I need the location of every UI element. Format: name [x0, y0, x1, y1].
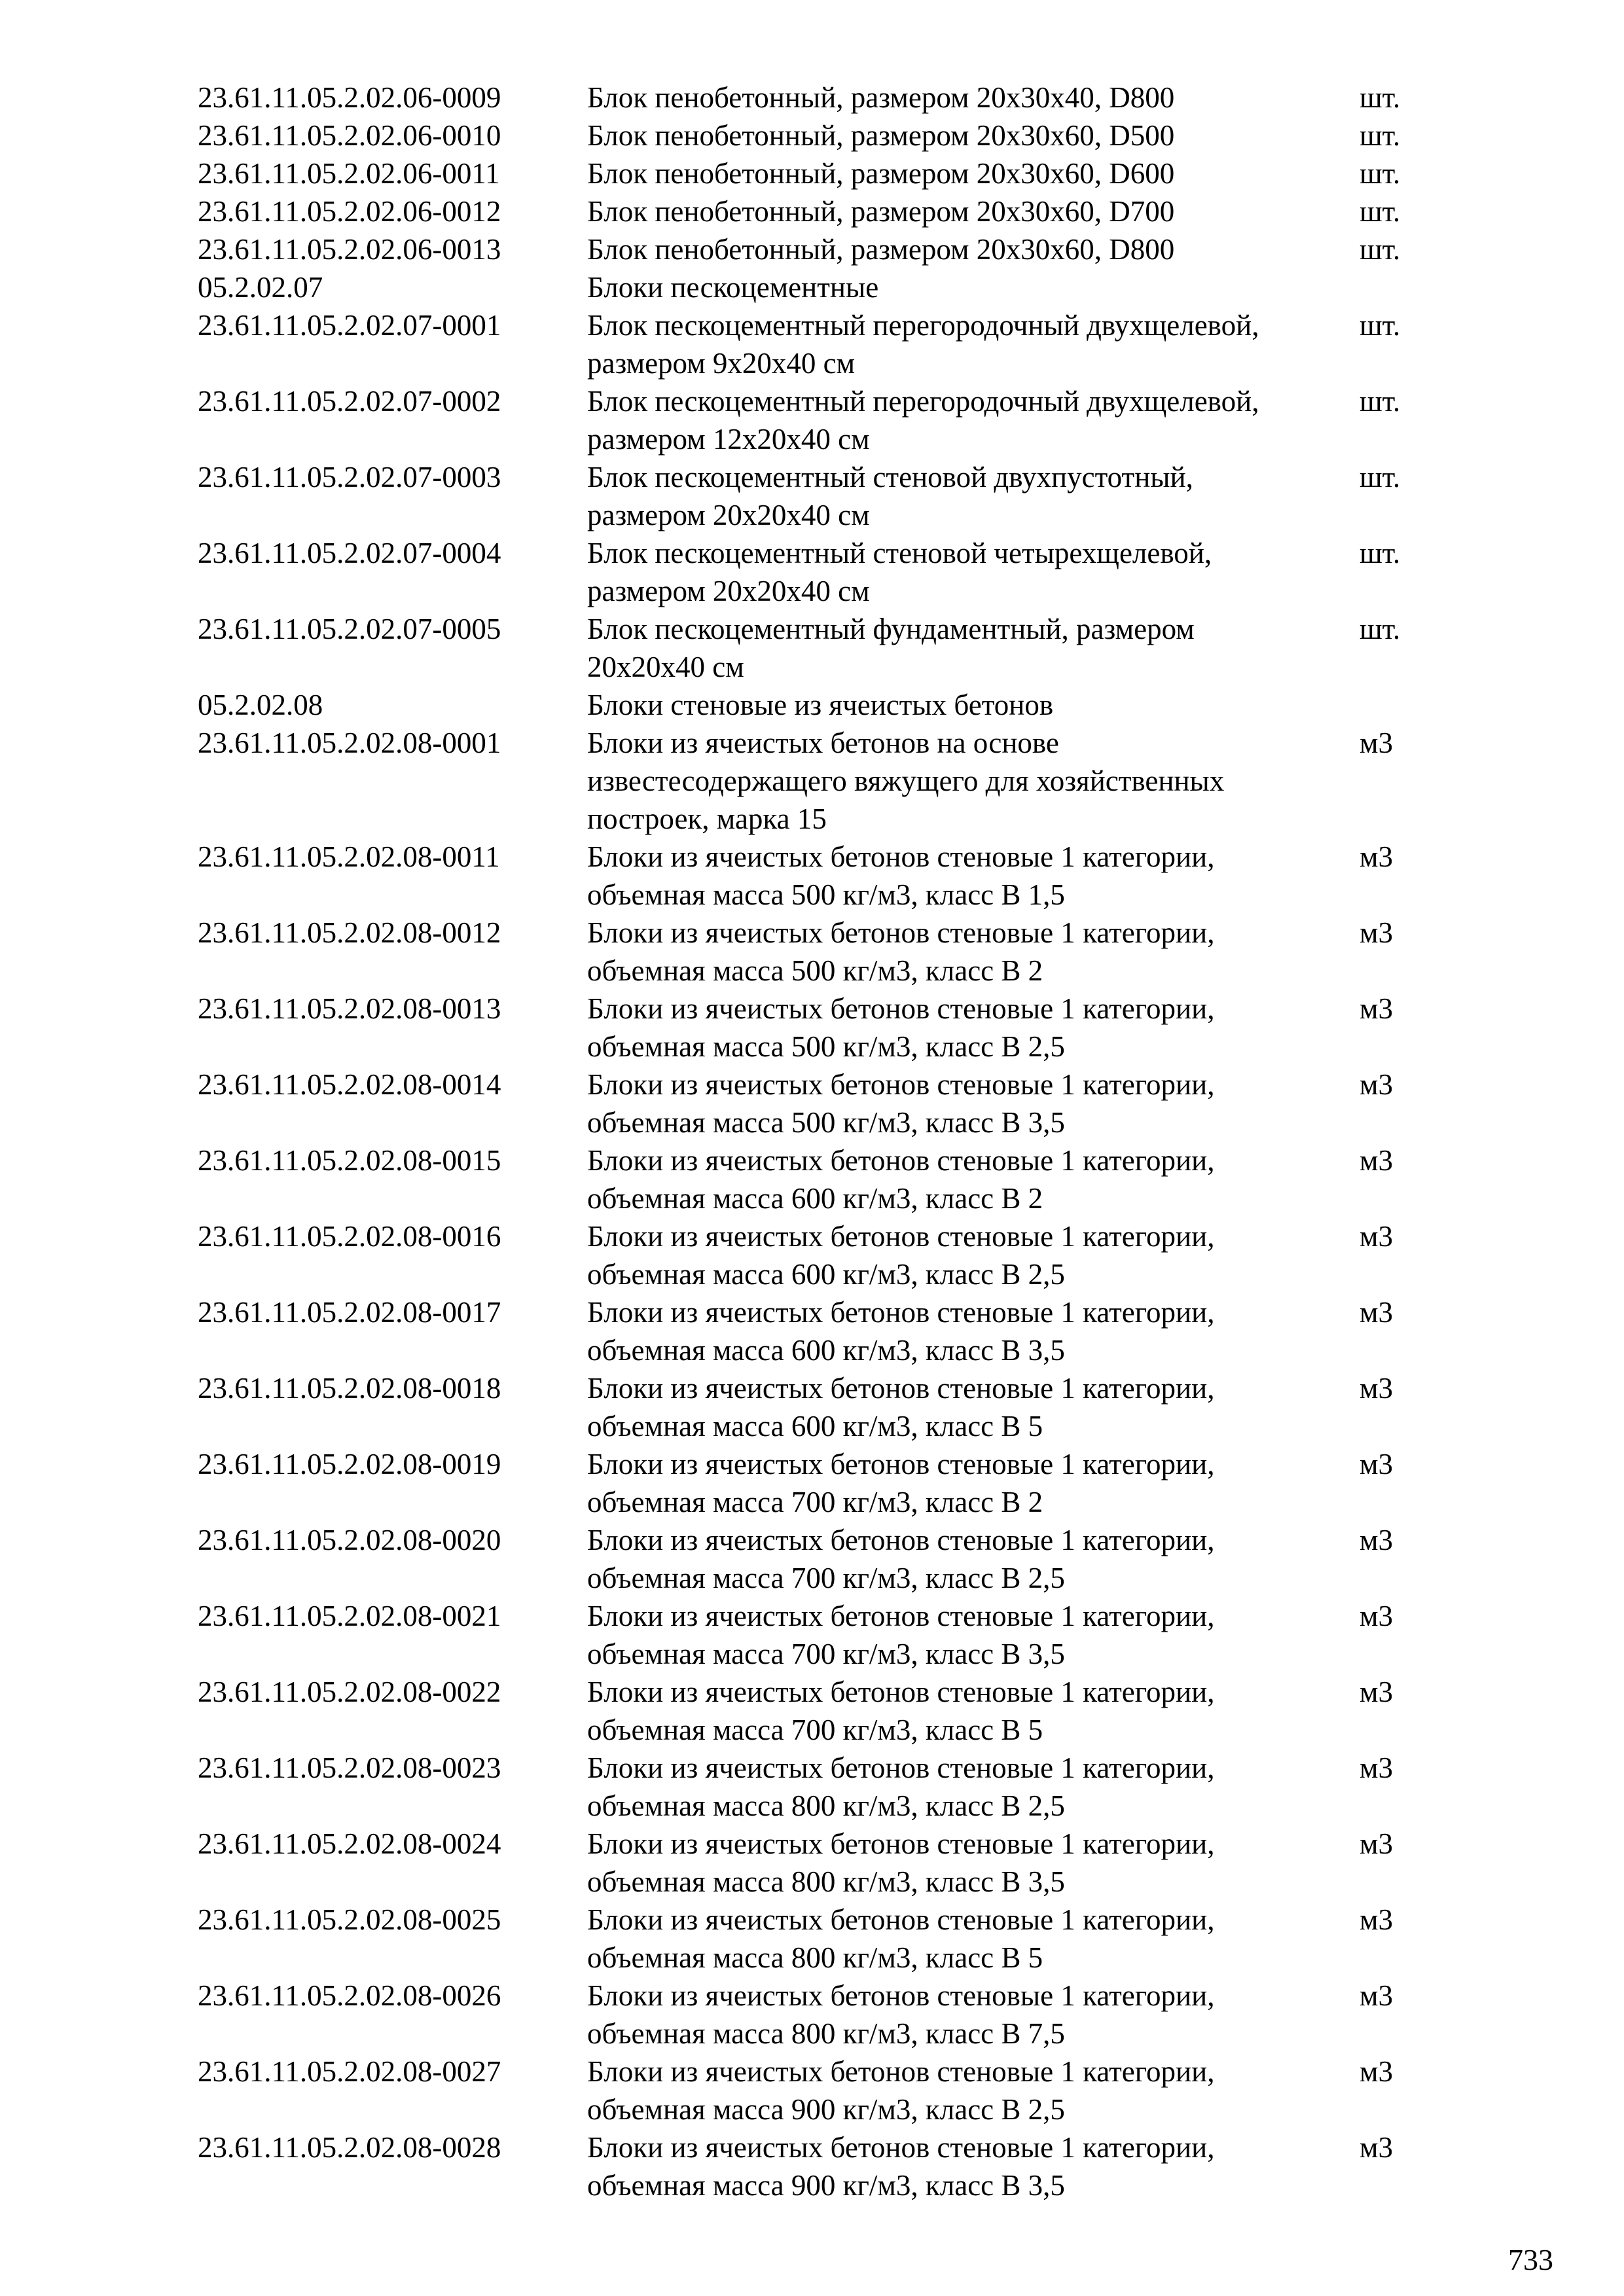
resource-name-line: объемная масса 700 кг/м3, класс В 5	[587, 1713, 1043, 1746]
table-row	[198, 610, 1481, 686]
resource-name-line: объемная масса 800 кг/м3, класс В 2,5	[587, 1789, 1065, 1822]
resource-name	[587, 914, 1360, 990]
resource-name	[587, 1825, 1360, 1901]
resource-table-body	[198, 79, 1481, 2204]
resource-name-line: Блоки из ячеистых бетонов на основе	[587, 726, 1059, 759]
resource-name	[587, 990, 1360, 1066]
resource-name	[587, 1293, 1360, 1369]
table-row	[198, 306, 1481, 382]
resource-name	[587, 1066, 1360, 1141]
resource-table	[198, 79, 1481, 2204]
resource-unit: шт.	[1360, 385, 1401, 418]
resource-name-line: Блоки из ячеистых бетонов стеновые 1 категории,	[587, 1979, 1215, 2012]
resource-unit: м3	[1360, 1676, 1393, 1708]
resource-name	[587, 838, 1360, 914]
resource-name	[587, 1141, 1360, 1217]
resource-unit: м3	[1360, 916, 1393, 949]
table-row	[198, 192, 1481, 230]
table-row	[198, 1445, 1481, 1521]
resource-name-line: Блок пенобетонный, размером 20х30х60, D600	[587, 157, 1175, 190]
resource-code: 05.2.02.08	[198, 689, 323, 721]
resource-unit: м3	[1360, 1827, 1393, 1860]
resource-name	[587, 1521, 1360, 1597]
resource-unit: м3	[1360, 2131, 1393, 2164]
resource-name-line: Блоки из ячеистых бетонов стеновые 1 категории,	[587, 2131, 1215, 2164]
resource-code: 23.61.11.05.2.02.08-0017	[198, 1296, 501, 1329]
resource-unit: м3	[1360, 1144, 1393, 1177]
resource-unit: м3	[1360, 1524, 1393, 1556]
resource-code: 23.61.11.05.2.02.08-0018	[198, 1372, 501, 1405]
resource-name-line: объемная масса 700 кг/м3, класс В 3,5	[587, 1638, 1065, 1670]
resource-name-line: Блоки из ячеистых бетонов стеновые 1 категории,	[587, 1448, 1215, 1480]
resource-code: 23.61.11.05.2.02.08-0015	[198, 1144, 501, 1177]
resource-code: 23.61.11.05.2.02.06-0011	[198, 157, 500, 190]
table-row	[198, 230, 1481, 268]
resource-code: 23.61.11.05.2.02.08-0013	[198, 992, 501, 1025]
resource-name	[587, 79, 1360, 117]
resource-name	[587, 610, 1360, 686]
resource-name-line: Блоки из ячеистых бетонов стеновые 1 категории,	[587, 916, 1215, 949]
resource-name	[587, 686, 1360, 724]
resource-name	[587, 1901, 1360, 1977]
resource-name-line: Блоки из ячеистых бетонов стеновые 1 категории,	[587, 1903, 1215, 1936]
resource-name-line: объемная масса 500 кг/м3, класс В 3,5	[587, 1106, 1065, 1139]
resource-code: 23.61.11.05.2.02.08-0019	[198, 1448, 501, 1480]
table-row	[198, 724, 1481, 838]
resource-name	[587, 1217, 1360, 1293]
resource-code: 23.61.11.05.2.02.08-0023	[198, 1751, 501, 1784]
resource-code: 23.61.11.05.2.02.08-0025	[198, 1903, 501, 1936]
page-number: 733	[1508, 2243, 1553, 2276]
resource-name	[587, 2053, 1360, 2128]
resource-unit	[1360, 268, 1481, 306]
resource-name-line: Блок пенобетонный, размером 20х30х60, D800	[587, 233, 1175, 266]
resource-code: 23.61.11.05.2.02.06-0012	[198, 195, 501, 228]
resource-name-line: размером 12х20х40 см	[587, 423, 870, 456]
resource-unit: м3	[1360, 1903, 1393, 1936]
resource-name	[587, 534, 1360, 610]
resource-name-line: объемная масса 500 кг/м3, класс В 2	[587, 954, 1043, 987]
resource-unit: шт.	[1360, 119, 1401, 152]
resource-name-line: Блок пенобетонный, размером 20х30х60, D500	[587, 119, 1175, 152]
table-row	[198, 1217, 1481, 1293]
resource-name	[587, 1749, 1360, 1825]
resource-unit: шт.	[1360, 195, 1401, 228]
resource-code: 23.61.11.05.2.02.08-0026	[198, 1979, 501, 2012]
resource-name	[587, 458, 1360, 534]
resource-name-line: Блок пескоцементный перегородочный двухщелевой,	[587, 309, 1259, 342]
resource-name	[587, 1369, 1360, 1445]
resource-name-line: объемная масса 800 кг/м3, класс В 5	[587, 1941, 1043, 1974]
table-row	[198, 1369, 1481, 1445]
table-row	[198, 838, 1481, 914]
section-row	[198, 268, 1481, 306]
resource-name-line: Блоки из ячеистых бетонов стеновые 1 категории,	[587, 840, 1215, 873]
resource-name-line: Блоки из ячеистых бетонов стеновые 1 категории,	[587, 1600, 1215, 1632]
resource-name-line: Блоки из ячеистых бетонов стеновые 1 категории,	[587, 1676, 1215, 1708]
resource-name-line: Блок пенобетонный, размером 20х30х60, D700	[587, 195, 1175, 228]
resource-name-line: Блоки из ячеистых бетонов стеновые 1 категории,	[587, 1068, 1215, 1101]
resource-name-line: Блоки из ячеистых бетонов стеновые 1 категории,	[587, 1296, 1215, 1329]
resource-name-line: размером 9х20х40 см	[587, 347, 856, 380]
resource-code: 23.61.11.05.2.02.07-0003	[198, 461, 501, 493]
resource-code: 23.61.11.05.2.02.08-0011	[198, 840, 500, 873]
resource-name-line: Блоки из ячеистых бетонов стеновые 1 категории,	[587, 992, 1215, 1025]
resource-name-line: Блоки из ячеистых бетонов стеновые 1 категории,	[587, 1220, 1215, 1253]
resource-name-line: объемная масса 900 кг/м3, класс В 3,5	[587, 2169, 1065, 2202]
table-row	[198, 117, 1481, 154]
resource-name-line: размером 20х20х40 см	[587, 575, 870, 607]
resource-name-line: Блоки стеновые из ячеистых бетонов	[587, 689, 1054, 721]
resource-name-line: объемная масса 600 кг/м3, класс В 5	[587, 1410, 1043, 1443]
resource-name-line: Блок пескоцементный стеновой четырехщелевой,	[587, 537, 1212, 569]
resource-code: 05.2.02.07	[198, 271, 323, 304]
resource-code: 23.61.11.05.2.02.08-0012	[198, 916, 501, 949]
resource-name-line: Блоки из ячеистых бетонов стеновые 1 категории,	[587, 2055, 1215, 2088]
resource-code: 23.61.11.05.2.02.07-0004	[198, 537, 501, 569]
resource-code: 23.61.11.05.2.02.08-0028	[198, 2131, 501, 2164]
resource-name-line: Блок пескоцементный фундаментный, размером	[587, 613, 1195, 645]
resource-code: 23.61.11.05.2.02.07-0005	[198, 613, 501, 645]
resource-name	[587, 306, 1360, 382]
resource-unit: м3	[1360, 1448, 1393, 1480]
resource-code: 23.61.11.05.2.02.08-0020	[198, 1524, 501, 1556]
resource-name-line: объемная масса 800 кг/м3, класс В 3,5	[587, 1865, 1065, 1898]
resource-unit: шт.	[1360, 233, 1401, 266]
table-row	[198, 1977, 1481, 2053]
resource-code: 23.61.11.05.2.02.08-0001	[198, 726, 501, 759]
resource-unit: м3	[1360, 1068, 1393, 1101]
table-row	[198, 1749, 1481, 1825]
resource-code: 23.61.11.05.2.02.08-0014	[198, 1068, 501, 1101]
resource-code: 23.61.11.05.2.02.08-0027	[198, 2055, 501, 2088]
resource-name-line: объемная масса 500 кг/м3, класс В 1,5	[587, 878, 1065, 911]
table-row	[198, 1521, 1481, 1597]
table-row	[198, 1825, 1481, 1901]
resource-unit: шт.	[1360, 309, 1401, 342]
resource-name-line: объемная масса 600 кг/м3, класс В 2	[587, 1182, 1043, 1215]
resource-name-line: объемная масса 600 кг/м3, класс В 2,5	[587, 1258, 1065, 1291]
table-row	[198, 1141, 1481, 1217]
resource-unit: м3	[1360, 1296, 1393, 1329]
table-row	[198, 382, 1481, 458]
table-row	[198, 79, 1481, 117]
table-row	[198, 1597, 1481, 1673]
resource-name-line: Блок пескоцементный перегородочный двухщелевой,	[587, 385, 1259, 418]
resource-unit: шт.	[1360, 613, 1401, 645]
resource-unit: м3	[1360, 1220, 1393, 1253]
resource-name	[587, 192, 1360, 230]
table-row	[198, 990, 1481, 1066]
resource-name-line: Блоки из ячеистых бетонов стеновые 1 категории,	[587, 1524, 1215, 1556]
resource-name-line: объемная масса 700 кг/м3, класс В 2,5	[587, 1562, 1065, 1594]
resource-name-line: объемная масса 600 кг/м3, класс В 3,5	[587, 1334, 1065, 1367]
resource-name-line: объемная масса 900 кг/м3, класс В 2,5	[587, 2093, 1065, 2126]
resource-code: 23.61.11.05.2.02.08-0024	[198, 1827, 501, 1860]
resource-name	[587, 1673, 1360, 1749]
resource-unit: м3	[1360, 1372, 1393, 1405]
resource-unit: шт.	[1360, 537, 1401, 569]
resource-code: 23.61.11.05.2.02.06-0010	[198, 119, 501, 152]
resource-code: 23.61.11.05.2.02.06-0009	[198, 81, 501, 114]
resource-name-line: Блоки из ячеистых бетонов стеновые 1 категории,	[587, 1144, 1215, 1177]
table-row	[198, 2053, 1481, 2128]
resource-unit: шт.	[1360, 461, 1401, 493]
resource-name	[587, 268, 1360, 306]
resource-name-line: объемная масса 800 кг/м3, класс В 7,5	[587, 2017, 1065, 2050]
resource-unit	[1360, 686, 1481, 724]
resource-name-line: Блоки пескоцементные	[587, 271, 879, 304]
resource-name-line: известесодержащего вяжущего для хозяйственных	[587, 764, 1225, 797]
table-row	[198, 154, 1481, 192]
resource-name	[587, 2128, 1360, 2204]
resource-name	[587, 1597, 1360, 1673]
resource-name	[587, 1445, 1360, 1521]
resource-code: 23.61.11.05.2.02.08-0016	[198, 1220, 501, 1253]
resource-code: 23.61.11.05.2.02.07-0002	[198, 385, 501, 418]
table-row	[198, 534, 1481, 610]
resource-name-line: 20х20х40 см	[587, 651, 744, 683]
resource-unit: шт.	[1360, 157, 1401, 190]
resource-name-line: Блоки из ячеистых бетонов стеновые 1 категории,	[587, 1751, 1215, 1784]
resource-code: 23.61.11.05.2.02.06-0013	[198, 233, 501, 266]
resource-code: 23.61.11.05.2.02.08-0021	[198, 1600, 501, 1632]
resource-name	[587, 724, 1360, 838]
table-row	[198, 914, 1481, 990]
resource-name-line: Блоки из ячеистых бетонов стеновые 1 категории,	[587, 1827, 1215, 1860]
resource-unit: м3	[1360, 1979, 1393, 2012]
resource-name	[587, 230, 1360, 268]
resource-code: 23.61.11.05.2.02.07-0001	[198, 309, 501, 342]
resource-name	[587, 382, 1360, 458]
resource-unit: шт.	[1360, 81, 1401, 114]
table-row	[198, 1901, 1481, 1977]
resource-name-line: Блок пенобетонный, размером 20х30х40, D800	[587, 81, 1175, 114]
resource-name-line: объемная масса 500 кг/м3, класс В 2,5	[587, 1030, 1065, 1063]
resource-code: 23.61.11.05.2.02.08-0022	[198, 1676, 501, 1708]
resource-unit: м3	[1360, 1751, 1393, 1784]
resource-name-line: Блок пескоцементный стеновой двухпустотный,	[587, 461, 1193, 493]
resource-name	[587, 154, 1360, 192]
resource-unit: м3	[1360, 1600, 1393, 1632]
resource-name-line: построек, марка 15	[587, 802, 827, 835]
resource-name-line: размером 20х20х40 см	[587, 499, 870, 531]
table-row	[198, 1066, 1481, 1141]
table-row	[198, 1673, 1481, 1749]
resource-name-line: объемная масса 700 кг/м3, класс В 2	[587, 1486, 1043, 1518]
table-row	[198, 1293, 1481, 1369]
table-row	[198, 458, 1481, 534]
table-row	[198, 2128, 1481, 2204]
resource-unit: м3	[1360, 726, 1393, 759]
resource-unit: м3	[1360, 840, 1393, 873]
resource-name	[587, 117, 1360, 154]
section-row	[198, 686, 1481, 724]
resource-name	[587, 1977, 1360, 2053]
resource-name-line: Блоки из ячеистых бетонов стеновые 1 категории,	[587, 1372, 1215, 1405]
resource-unit: м3	[1360, 992, 1393, 1025]
resource-unit: м3	[1360, 2055, 1393, 2088]
